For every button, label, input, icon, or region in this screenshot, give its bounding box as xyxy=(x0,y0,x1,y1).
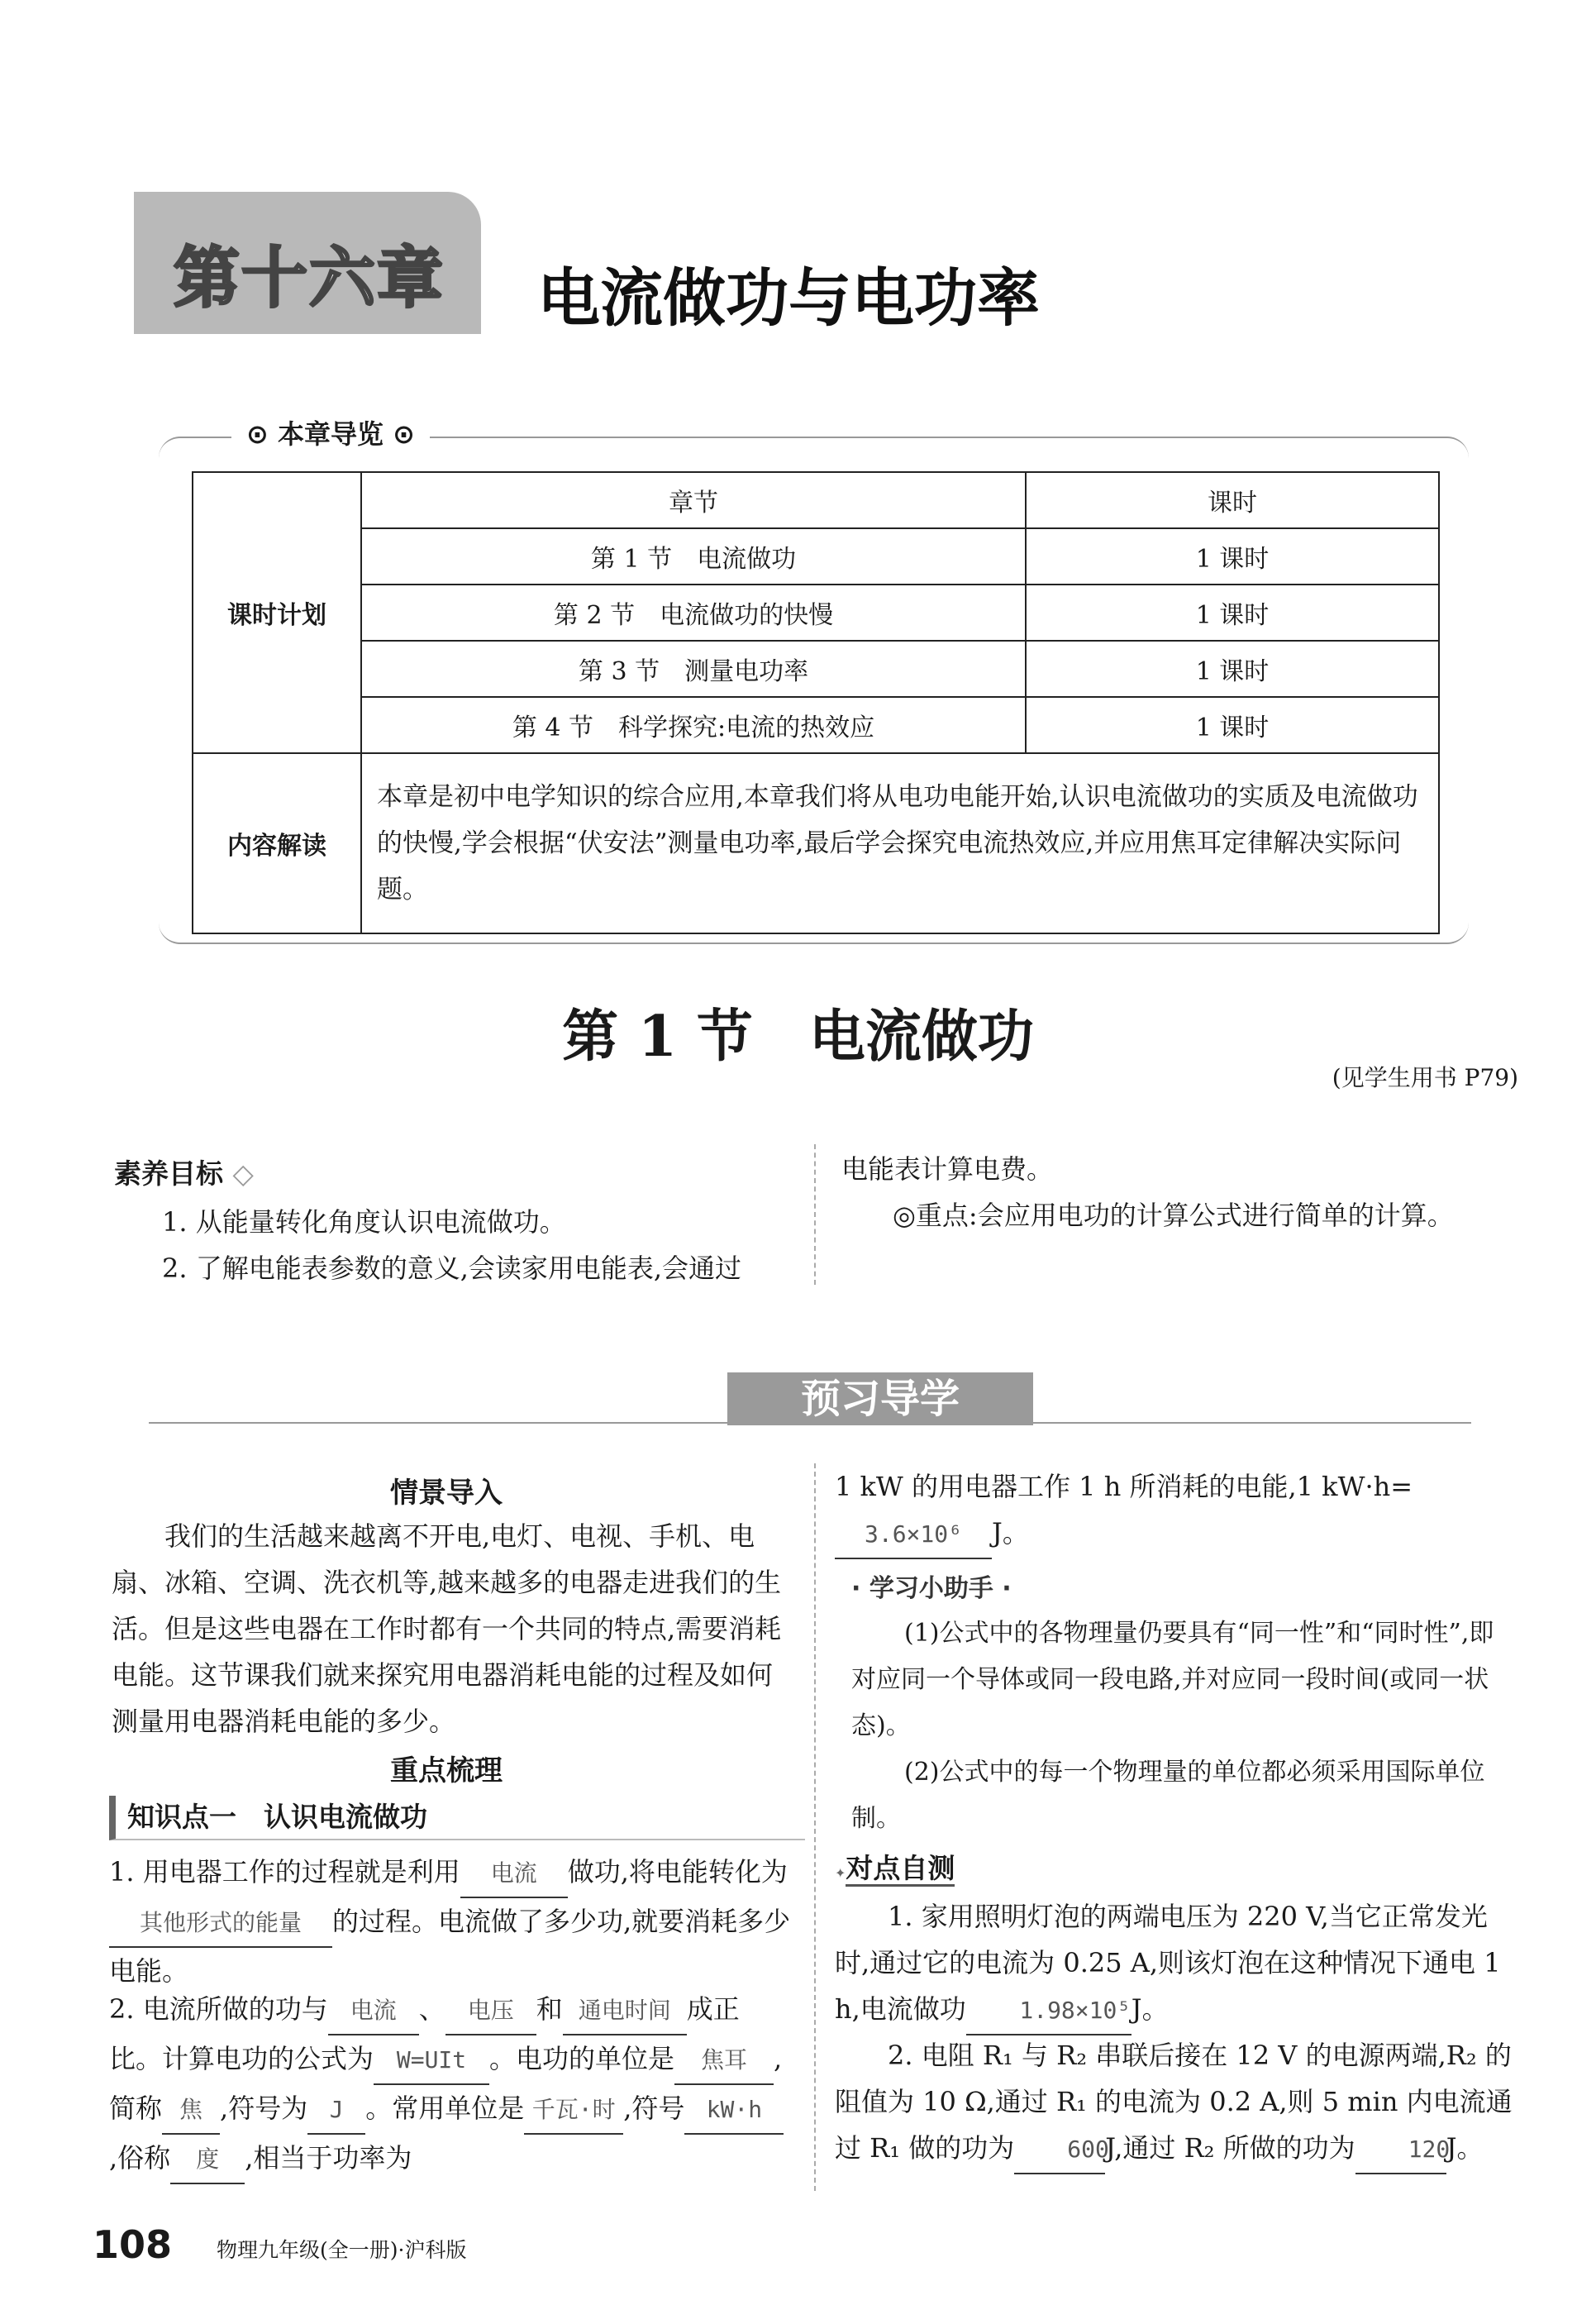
answer-blank: 焦耳 xyxy=(674,2037,774,2085)
table-row: 第 1 节 电流做功 xyxy=(361,528,1026,585)
answer-blank: 电压 xyxy=(445,1988,536,2035)
test-text: J,通过 R₂ 所做的功为 xyxy=(1105,2132,1355,2164)
helper-title: · 学习小助手 · xyxy=(851,1574,1012,1603)
answer-blank: 3.6×10⁶ xyxy=(835,1511,992,1559)
answer-blank: W=UIt xyxy=(374,2037,489,2085)
book-title: 物理九年级(全一册)·沪科版 xyxy=(217,2238,467,2262)
col-header-hours: 课时 xyxy=(1026,472,1439,528)
answer-blank: 焦 xyxy=(162,2087,220,2135)
q2-text: 和 xyxy=(536,1993,563,2025)
table-cell: 1 课时 xyxy=(1026,697,1439,753)
q2-text: 。常用单位是 xyxy=(365,2093,525,2124)
test-item-1 xyxy=(835,1893,1521,2035)
knowledge-point-title: 知识点一 认识电流做功 xyxy=(109,1796,805,1840)
q2-text: 、 xyxy=(418,1993,445,2025)
test-text: J。 xyxy=(1446,2132,1484,2164)
continued-text xyxy=(835,1463,1521,1559)
section-ref: (见学生用书 P79) xyxy=(1332,1064,1518,1091)
review-heading: 重点梳理 xyxy=(390,1754,503,1787)
table-cell: 1 课时 xyxy=(1026,641,1439,697)
answer-blank: 度 xyxy=(170,2136,245,2184)
selftest-heading xyxy=(835,1847,955,1886)
overview-label: ⊙ 本章导览 ⊙ xyxy=(231,413,430,451)
q1-text: 做功,将电能转化为 xyxy=(567,1856,788,1887)
plan-label: 课时计划 xyxy=(193,472,361,753)
q2-text: 成正比。计算电功的公式为 xyxy=(109,1993,740,2074)
test-text: J。 xyxy=(1131,1993,1169,2025)
helper-item-1: (1)公式中的各物理量仍要具有“同一性”和“同时性”,即对应同一个导体或同一段电路,并对应同一段时间(或同一状态)。 xyxy=(851,1619,1494,1740)
overview-label-text: 本章导览 xyxy=(277,418,384,450)
chapter-title: 电流做功与电功率 xyxy=(537,261,1040,335)
diamond-icon: ◇ xyxy=(232,1157,254,1190)
content-label: 内容解读 xyxy=(193,753,361,933)
table-row: 第 3 节 测量电功率 xyxy=(361,641,1026,697)
goals-heading xyxy=(114,1152,254,1191)
answer-blank: kW·h xyxy=(684,2087,784,2135)
answer-blank: 千瓦·时 xyxy=(524,2087,623,2135)
overview-table xyxy=(192,471,1440,934)
answer-blank: 电流 xyxy=(328,1988,419,2035)
goal-item-2-cont: 电能表计算电费。 xyxy=(841,1153,1054,1185)
q2-text: 。电功的单位是 xyxy=(489,2043,675,2074)
preview-banner: 预习导学 xyxy=(727,1372,1033,1425)
answer-blank: 600 xyxy=(1014,2126,1105,2174)
goals-heading-text: 素养目标 xyxy=(114,1157,223,1190)
table-cell: 1 课时 xyxy=(1026,528,1439,585)
q2-text: ,相当于功率为 xyxy=(245,2142,412,2174)
table-cell: 1 课时 xyxy=(1026,585,1439,641)
cont-text: 1 kW 的用电器工作 1 h 所消耗的电能,1 kW·h= xyxy=(835,1471,1413,1502)
content-text: 本章是初中电学知识的综合应用,本章我们将从电功电能开始,认识电流做功的实质及电流做功的快慢,学会根据“伏安法”测量电功率,最后学会探究电流热效应,并应用焦耳定律解决实际问题。 xyxy=(361,753,1439,933)
q2-text: ,符号为 xyxy=(220,2093,308,2124)
answer-blank: 电流 xyxy=(460,1850,568,1898)
chapter-number: 第十六章 xyxy=(174,239,445,317)
test-item-2 xyxy=(835,2032,1521,2174)
q2-text: ,符号 xyxy=(623,2093,685,2124)
scene-heading: 情景导入 xyxy=(390,1477,503,1510)
goal-key: ◎重点:会应用电功的计算公式进行简单的计算。 xyxy=(893,1200,1454,1231)
goal-item-2: 2. 了解电能表参数的意义,会读家用电能表,会通过 xyxy=(162,1253,742,1284)
goal-item-1: 1. 从能量转化角度认识电流做功。 xyxy=(162,1206,566,1238)
answer-blank: 通电时间 xyxy=(563,1988,687,2035)
col-header-section: 章节 xyxy=(361,472,1026,528)
helper-item-2: (2)公式中的每一个物理量的单位都必须采用国际单位制。 xyxy=(851,1758,1485,1833)
q2-text: 2. 电流所做的功与 xyxy=(109,1993,328,2025)
cont-text: J。 xyxy=(992,1517,1029,1549)
page-number: 108 xyxy=(93,2222,173,2267)
question-2 xyxy=(109,1986,791,2184)
answer-blank: 其他形式的能量 xyxy=(109,1900,332,1948)
q2-text: ,简称 xyxy=(109,2043,783,2124)
q1-text: 的过程。电流做了多少功,就要消耗多少电能。 xyxy=(109,1906,791,1987)
selftest-heading-text: 对点自测 xyxy=(846,1852,955,1887)
column-divider xyxy=(814,1463,816,2191)
column-divider xyxy=(814,1144,816,1285)
answer-blank: 1.98×10⁵ xyxy=(966,1988,1131,2035)
section-title: 第 1 节 电流做功 xyxy=(562,1004,1034,1070)
star-icon: ✦ xyxy=(835,1865,846,1881)
test-text: 1. 家用照明灯泡的两端电压为 220 V,当它正常发光时,通过它的电流为 0.25 A,则该灯泡在这种情况下通电 1 h,电流做功 xyxy=(835,1901,1501,2025)
q1-text: 1. 用电器工作的过程就是利用 xyxy=(109,1856,460,1887)
answer-blank: J xyxy=(307,2087,365,2135)
table-row: 第 4 节 科学探究:电流的热效应 xyxy=(361,697,1026,753)
scene-text: 我们的生活越来越离不开电,电灯、电视、手机、电扇、冰箱、空调、洗衣机等,越来越多的电器走进我们的生活。但是这些电器在工作时都有一个共同的特点,需要消耗电能。这节课我们就来探究用电器消耗电能的过程及如何测量用电器消耗电能的多少。 xyxy=(112,1520,782,1737)
q2-text: ,俗称 xyxy=(109,2142,171,2174)
test-text: 2. 电阻 R₁ 与 R₂ 串联后接在 12 V 的电源两端,R₂ 的阻值为 10 Ω,通过 R₁ 的电流为 0.2 A,则 5 min 内电流通过 R₁ 做的功为 xyxy=(835,2040,1513,2164)
table-row: 第 2 节 电流做功的快慢 xyxy=(361,585,1026,641)
question-1 xyxy=(109,1849,791,1994)
answer-blank: 120 xyxy=(1355,2126,1446,2174)
